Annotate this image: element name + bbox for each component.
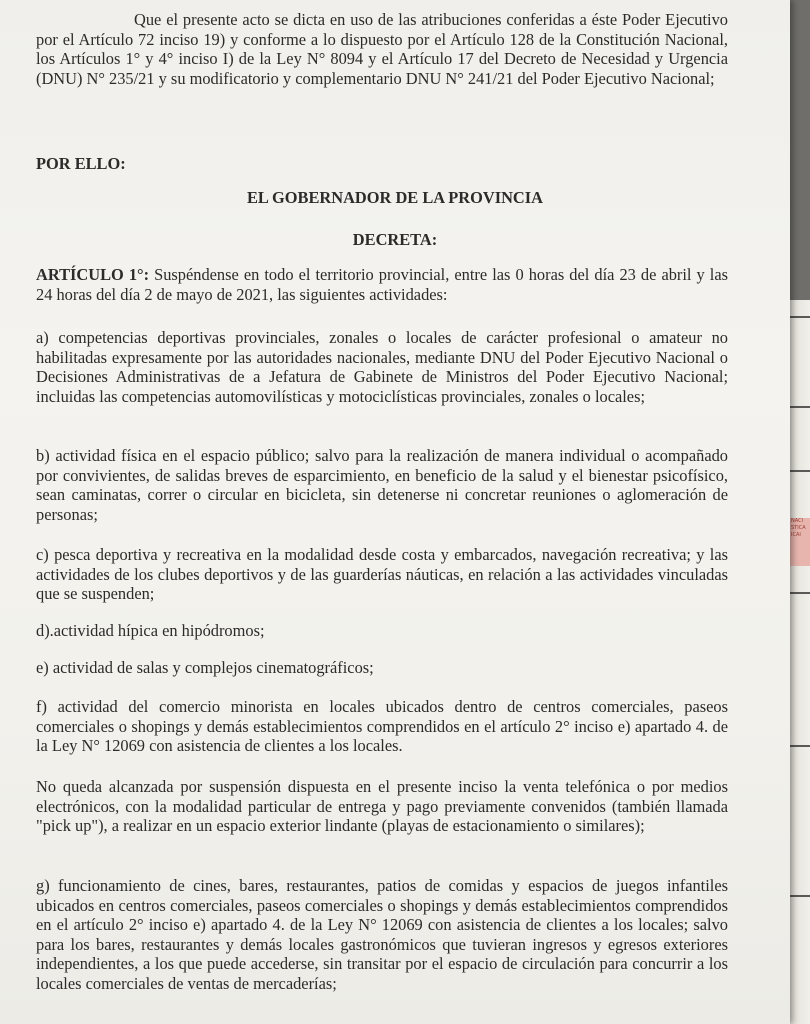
decreta-heading: DECRETA: [352, 230, 438, 249]
underlying-stamp-fragment: NACI STICA ICAI [788, 518, 810, 566]
item-f-note-paragraph: No queda alcanzada por suspensión dispuesta en el presente inciso la venta telefónica o por medios electrónicos, con la modalidad particular de entrega y pago previamente convenidos (también llamada "pick up"), a realizar en un espacio exterior lindante (playas de estacionamiento o similares); [36, 777, 728, 836]
governor-heading: EL GOBERNADOR DE LA PROVINCIA [247, 188, 543, 207]
item-d-paragraph: d).actividad hípica en hipódromos; [36, 621, 265, 640]
por-ello-label: POR ELLO: [36, 154, 126, 173]
item-g-paragraph: g) funcionamiento de cines, bares, restaurantes, patios de comidas y espacios de juegos infantiles ubicados en centros comerciales, paseos comerciales o shopings y demás establecimientos comprendidos en el artículo 2° inciso e) apartado 4. de la Ley N° 12069 con asistencia de clientes a los locales; salvo para los bares, restaurantes y demás locales gastronómicos que tuvieran ingresos y egresos exteriores independientes, a los que puede accederse, sin transitar por el espacio de circulación para concurrir a los locales comerciales de ventas de mercaderías; [36, 876, 728, 993]
article-1-paragraph [36, 265, 728, 304]
item-f-paragraph: f) actividad del comercio minorista en locales ubicados dentro de centros comerciales, paseos comerciales o shopings y demás establecimientos comprendidos en el artículo 2° inciso e) apartado 4. de la Ley N° 12069 con asistencia de clientes a los locales. [36, 697, 728, 756]
item-a-paragraph: a) competencias deportivas provinciales, zonales o locales de carácter profesional o amateur no habilitadas expresamente por las autoridades nacionales, mediante DNU del Poder Ejecutivo Nacional o Decisiones Administrativas de a Jefatura de Gabinete de Ministros del Poder Ejecutivo Nacional; incluidas las competencias automovilísticas y motociclísticas provinciales, zonales o locales; [36, 328, 728, 406]
article-1-text: Suspéndense en todo el territorio provincial, entre las 0 horas del día 23 de abril y las 24 horas del día 2 de mayo de 2021, las siguientes actividades: [36, 265, 728, 304]
item-e-paragraph: e) actividad de salas y complejos cinematográficos; [36, 658, 374, 677]
item-b-paragraph: b) actividad física en el espacio público; salvo para la realización de manera individual o acompañado por convivientes, de salidas breves de esparcimiento, en beneficio de la salud y el bienestar psicofísico, sean caminatas, correr o circular en bicicleta, sin detenerse ni concretar reuniones o aglomeración de personas; [36, 446, 728, 524]
preamble-paragraph: Que el presente acto se dicta en uso de las atribuciones conferidas a éste Poder Ejecutivo por el Artículo 72 inciso 19) y conforme a lo dispuesto por el Artículo 128 de la Constitución Nacional, los Artículos 1° y 4° inciso I) de la Ley N° 8094 y el Artículo 17 del Decreto de Necesidad y Urgencia (DNU) N° 235/21 y su modificatorio y complementario DNU N° 241/21 del Poder Ejecutivo Nacional; [36, 10, 728, 88]
article-1-label: ARTÍCULO 1°: [36, 265, 150, 284]
item-c-paragraph: c) pesca deportiva y recreativa en la modalidad desde costa y embarcados, navegación recreativa; y las actividades de los clubes deportivos y de las guarderías náuticas, en relación a las actividades vinculadas que se suspenden; [36, 545, 728, 604]
